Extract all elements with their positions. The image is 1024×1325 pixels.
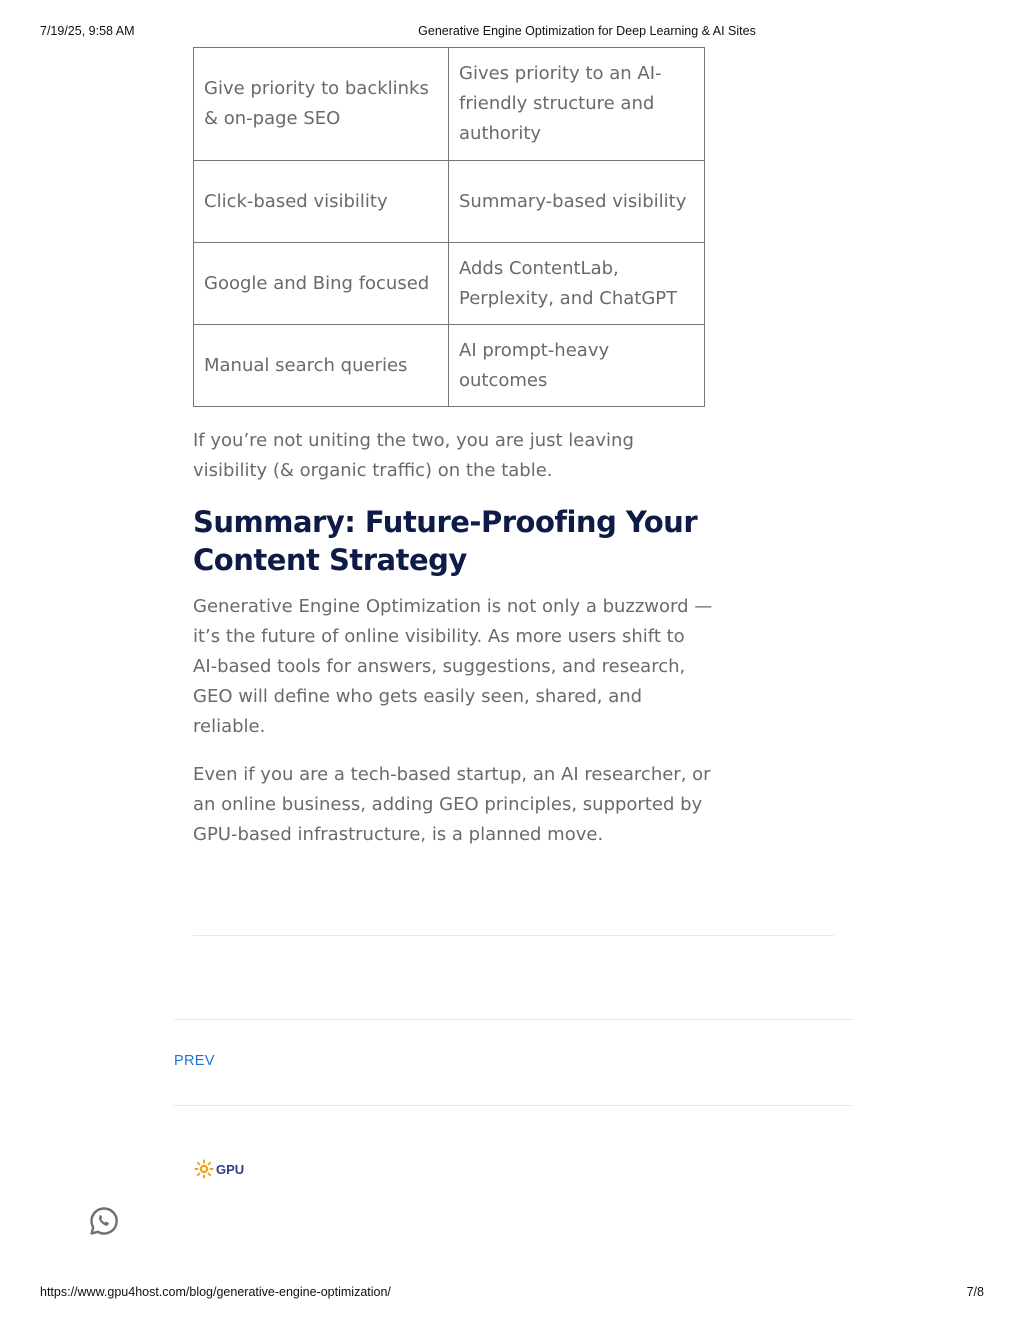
nav-divider-top <box>174 1019 852 1020</box>
table-cell: AI prompt-heavy outcomes <box>449 325 705 407</box>
table-row <box>194 325 705 407</box>
comparison-table <box>193 47 705 407</box>
table-row <box>194 48 705 161</box>
print-page-number: 7/8 <box>966 1285 984 1299</box>
table-row <box>194 243 705 325</box>
table-cell: Give priority to backlinks & on-page SEO <box>194 48 449 161</box>
summary-paragraph: Generative Engine Optimization is not only a buzzword —it’s the future of online visibility. As more users shift to AI-based tools for answers, suggestions, and research, GEO will define who gets easily seen, shared, and reliable. <box>193 596 713 737</box>
summary-heading: Summary: Future-Proofing Your Content Strategy <box>193 505 698 577</box>
print-footer <box>0 1285 1024 1305</box>
table-cell: Summary-based visibility <box>449 161 705 243</box>
whatsapp-icon[interactable] <box>88 1205 120 1237</box>
table-cell: Adds ContentLab, Perplexity, and ChatGPT <box>449 243 705 325</box>
prev-post-link[interactable]: PREV <box>174 1053 215 1069</box>
table-cell: Google and Bing focused <box>194 243 449 325</box>
print-datetime: 7/19/25, 9:58 AM <box>40 24 135 38</box>
content-divider <box>193 935 834 936</box>
print-header <box>0 24 1024 44</box>
nav-divider-bottom <box>174 1105 852 1106</box>
print-page-title: Generative Engine Optimization for Deep Learning & AI Sites <box>418 24 756 38</box>
table-cell: Click-based visibility <box>194 161 449 243</box>
table-cell: Gives priority to an AI-friendly structure and authority <box>449 48 705 161</box>
site-logo[interactable] <box>194 1158 244 1180</box>
summary-paragraph: Even if you are a tech-based startup, an AI researcher, or an online business, adding GEO principles, supported by GPU-based infrastructure, is a planned move. <box>193 764 711 845</box>
sun-logo-icon <box>194 1159 214 1179</box>
intro-paragraph: If you’re not uniting the two, you are just leaving visibility (& organic traffic) on the table. <box>193 430 634 481</box>
table-row <box>194 161 705 243</box>
print-url: https://www.gpu4host.com/blog/generative-engine-optimization/ <box>40 1285 391 1299</box>
logo-text: GPU <box>216 1161 245 1177</box>
table-cell: Manual search queries <box>194 325 449 407</box>
